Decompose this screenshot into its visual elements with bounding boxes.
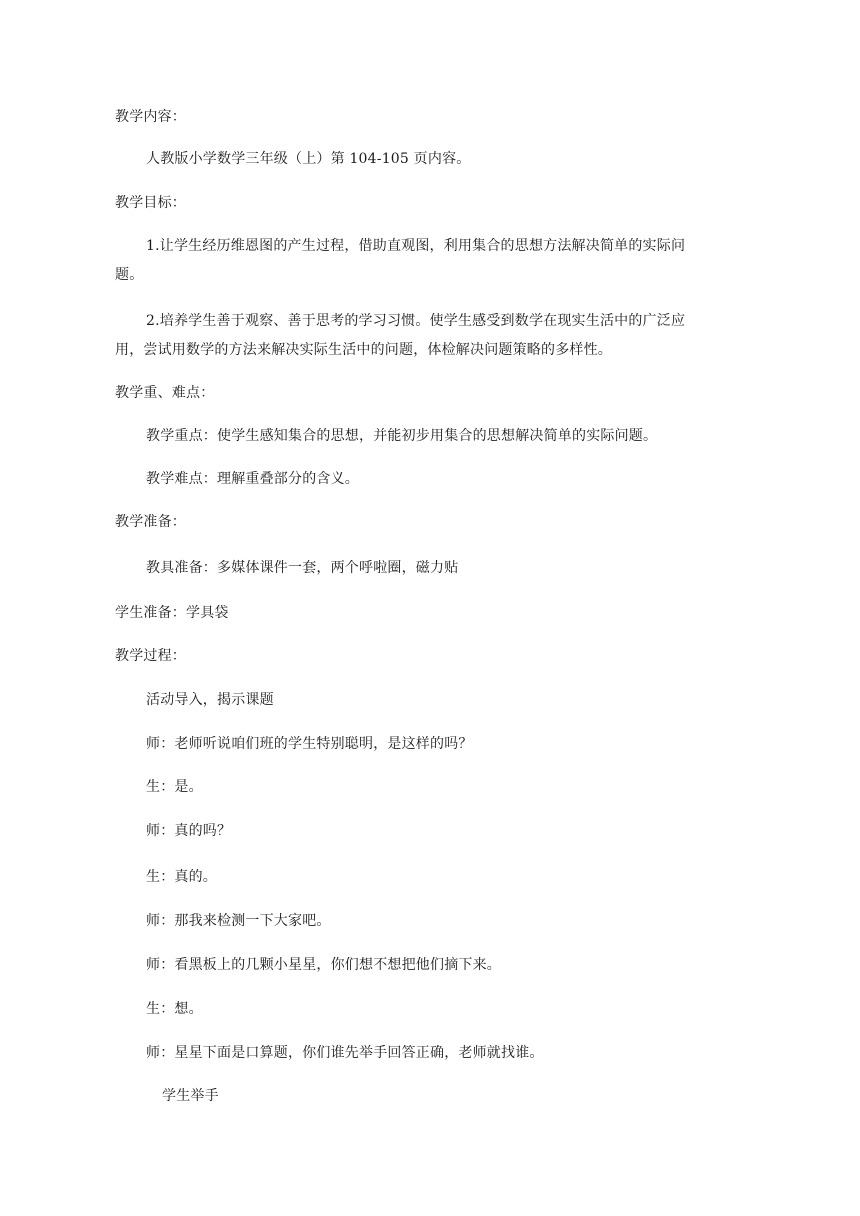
process-heading: 教学过程： bbox=[115, 648, 186, 664]
dialogue-line: 生：想。 bbox=[146, 1001, 203, 1017]
dialogue-line: 师：真的吗？ bbox=[146, 823, 232, 839]
activity-intro: 活动导入，揭示课题 bbox=[146, 692, 274, 708]
students-raise-hands: 学生举手 bbox=[162, 1088, 219, 1104]
dialogue-line: 生：是。 bbox=[146, 779, 203, 795]
teacher-prep-text: 教具准备：多媒体课件一套，两个呼啦圈，磁力贴 bbox=[146, 560, 459, 576]
key-point-text: 教学重点：使学生感知集合的思想，并能初步用集合的思想解决简单的实际问题。 bbox=[146, 428, 658, 444]
goal-2-line-1: 2.培养学生善于观察、善于思考的学习习惯。使学生感受到数学在现实生活中的广泛应 bbox=[146, 313, 686, 329]
dialogue-line: 师：那我来检测一下大家吧。 bbox=[146, 913, 331, 929]
dialogue-line: 师：星星下面是口算题，你们谁先举手回答正确，老师就找谁。 bbox=[146, 1045, 544, 1061]
student-prep-text: 学生准备：学具袋 bbox=[115, 605, 229, 621]
teaching-goals-heading: 教学目标： bbox=[115, 195, 186, 211]
goal-1-line-1: 1.让学生经历维恩图的产生过程，借助直观图，利用集合的思想方法解决简单的实际问 bbox=[146, 238, 686, 254]
teaching-content-text: 人教版小学数学三年级（上）第 104-105 页内容。 bbox=[146, 151, 471, 167]
goal-1-line-2: 题。 bbox=[115, 267, 144, 283]
teaching-content-heading: 教学内容： bbox=[115, 109, 186, 125]
dialogue-line: 师：看黑板上的几颗小星星，你们想不想把他们摘下来。 bbox=[146, 957, 501, 973]
dialogue-line: 师：老师听说咱们班的学生特别聪明，是这样的吗？ bbox=[146, 736, 473, 752]
goal-2-line-2: 用，尝试用数学的方法来解决实际生活中的问题，体检解决问题策略的多样性。 bbox=[115, 342, 612, 358]
preparation-heading: 教学准备： bbox=[115, 514, 186, 530]
dialogue-line: 生：真的。 bbox=[146, 869, 217, 885]
key-points-heading: 教学重、难点： bbox=[115, 385, 215, 401]
difficult-point-text: 教学难点：理解重叠部分的含义。 bbox=[146, 471, 359, 487]
